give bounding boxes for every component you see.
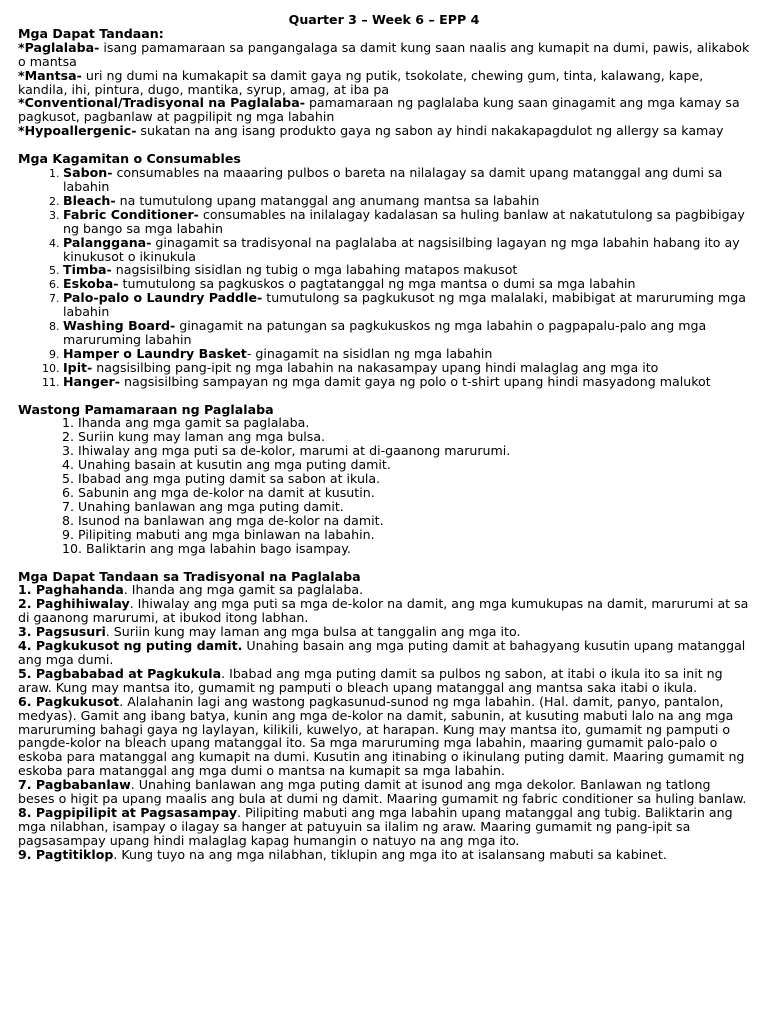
kagamitan-section: [18, 152, 750, 388]
washing-step: 6. Sabunin ang mga de-kolor na damit at kusutin.: [62, 485, 375, 500]
step-text: . Kung tuyo na ang mga nilabhan, tiklupin ang mga ito at isalansang mabuti sa kabinet.: [113, 846, 667, 862]
consumable-term: Palanggana-: [63, 234, 152, 250]
definition-paglalaba: [18, 41, 750, 69]
consumable-item: [63, 319, 750, 347]
washing-step: 3. Ihiwalay ang mga puti sa de-kolor, marumi at di-gaanong marurumi.: [62, 443, 511, 459]
tradisyonal-step: [18, 695, 750, 778]
tradisyonal-step: [18, 848, 750, 862]
consumable-term: Bleach-: [63, 192, 116, 208]
step-title: 5. Pagbababad at Pagkukula: [18, 665, 222, 681]
definition-term: *Paglalaba-: [18, 39, 100, 55]
step-title: 3. Pagsusuri: [18, 624, 106, 640]
tradisyonal-step: [18, 597, 750, 625]
tradisyonal-step: [18, 778, 750, 806]
kagamitan-heading: Mga Kagamitan o Consumables: [18, 151, 241, 167]
definition-text: sukatan na ang isang produkto gaya ng sabon ay hindi nakakapagdulot ng allergy sa kamay: [136, 123, 724, 139]
step-title: 2. Paghihiwalay: [18, 596, 130, 612]
consumable-text: na tumutulong upang matanggal ang anumang mantsa sa labahin: [115, 192, 540, 208]
consumable-term: Hamper o Laundry Basket: [63, 345, 247, 361]
consumable-text: nagsisilbing pang-ipit ng mga labahin na nakasampay upang hindi malaglag ang mga ito: [92, 359, 659, 375]
step-text: . Ihanda ang mga gamit sa paglalaba.: [123, 582, 364, 598]
tandaan-section: [18, 27, 750, 138]
tradisyonal-heading: Mga Dapat Tandaan sa Tradisyonal na Paglalaba: [18, 568, 361, 584]
tradisyonal-step: [18, 625, 750, 639]
section-spacer: [18, 389, 750, 403]
washing-step: 9. Pilipiting mabuti ang mga binlawan na labahin.: [62, 526, 375, 542]
step-text: . Unahing banlawan ang mga puting damit at isunod ang mga dekolor. Banlawan ng tatlong beses o higit pa upang maalis ang bula at dumi ng damit. Maaring gumamit ng fabric conditioner sa huling banlaw.: [18, 777, 747, 807]
washing-step: 7. Unahing banlawan ang mga puting damit.: [62, 498, 344, 514]
step-text: . Ihiwalay ang mga puti sa mga de-kolor na damit, ang mga kumukupas na damit, marurumi at sa di gaanong marurumi, at ibukod itong labhan.: [18, 596, 749, 626]
consumable-text: consumables na maaaring pulbos o bareta na nilalagay sa damit upang matanggal ang dumi sa labahin: [63, 165, 723, 194]
washing-step: 8. Isunod na banlawan ang mga de-kolor na damit.: [62, 512, 384, 528]
consumable-text: ginagamit na patungan sa pagkukuskos ng mga labahin o pagpapalu-palo ang mga maruruming labahin: [63, 318, 707, 347]
document-title: Quarter 3 – Week 6 – EPP 4: [288, 12, 480, 27]
definition-mantsa: [18, 69, 750, 97]
washing-step: 2. Suriin kung may laman ang mga bulsa.: [62, 429, 326, 445]
wastong-heading: Wastong Pamamaraan ng Paglalaba: [18, 401, 274, 417]
washing-step: 5. Ibabad ang mga puting damit sa sabon at ikula.: [62, 471, 381, 487]
definition-term: *Mantsa-: [18, 67, 82, 83]
consumable-item: [63, 361, 750, 375]
step-title: 4. Pagkukusot ng puting damit.: [18, 638, 243, 654]
tradisyonal-section: [18, 570, 750, 862]
consumable-term: Palo-palo o Laundry Paddle-: [63, 290, 263, 306]
tandaan-heading: Mga Dapat Tandaan:: [18, 25, 164, 41]
tradisyonal-step: [18, 583, 750, 597]
definition-tradisyonal-na-paglalaba: [18, 96, 750, 124]
definition-text: isang pamamaraan sa pangangalaga sa damit kung saan naalis ang kumapit na dumi, pawis, alikabok o mantsa: [18, 39, 750, 69]
step-text: . Alalahanin lagi ang wastong pagkasunud-sunod ng mga labahin. (Hal. damit, panyo, pantalon, medyas). Gamit ang ibang batya, kunin ang mga de-kolor na damit, sabunin, at kusuting mabuti lalo na ang mga maruruming bahagi gaya ng laylayan, kilikili, kuwelyo, at harapan. Kung may mantsa ito, gumamit ng pamputi o pangde-kolor na bleach upang matanggal ito. Sa mga maruruming mga labahin, maaring gumamit palo-palo o eskoba para matanggal ang kumapit na dumi. Kusutin ang itinabing o ikinulang puting damit. Maaring gumamit ng eskoba para matanggal ang mga dumi o mantsa na kumapit sa mga labahin.: [18, 693, 745, 779]
step-title: 7. Pagbabanlaw: [18, 777, 131, 793]
step-text: . Suriin kung may laman ang mga bulsa at tanggalin ang mga ito.: [105, 624, 521, 640]
tradisyonal-step: [18, 667, 750, 695]
consumable-text: tumutulong sa pagkukusot ng mga malalaki, mabibigat at maruruming mga labahin: [63, 290, 747, 320]
consumable-term: Timba-: [63, 262, 112, 278]
step-text: . Ibabad ang mga puting damit sa pulbos ng sabon, at itabi o ikula ito sa init ng araw. Kung may mantsa ito, gumamit ng pamputi o bleach upang matanggal ang mantsa saka itabi o ikula.: [18, 665, 723, 695]
consumable-item: [63, 194, 750, 208]
step-title: 9. Pagtitiklop: [18, 846, 114, 862]
definition-text: uri ng dumi na kumakapit sa damit gaya ng putik, tsokolate, chewing gum, tinta, kalawang, kape, kandila, ihi, pintura, dugo, mantika, syrup, amag, at iba pa: [18, 67, 704, 97]
section-spacer: [18, 556, 750, 570]
consumable-term: Hanger-: [63, 373, 120, 389]
consumable-term: Sabon-: [63, 165, 113, 181]
consumable-item: [63, 208, 750, 236]
definition-hypoallergenic: [18, 124, 750, 138]
consumable-item: [63, 291, 750, 319]
consumable-text: nagsisilbing sisidlan ng tubig o mga labahing matapos makusot: [111, 262, 518, 278]
consumable-item: [63, 236, 750, 264]
consumables-list: [18, 166, 750, 389]
definition-term: *Conventional/Tradisyonal na Paglalaba-: [18, 95, 305, 111]
tradisyonal-step: [18, 639, 750, 667]
consumable-item: [63, 277, 750, 291]
consumable-item: [63, 166, 750, 194]
step-text: . Pilipiting mabuti ang mga labahin upang matanggal ang tubig. Baliktarin ang mga nilabhan, isampay o ilagay sa hanger at patuyuin sa ilalim ng araw. Maaring gumamit ng pang-ipit sa pagsasampay upang hindi malaglag kapag humangin o natuyo na ang mga ito.: [18, 804, 733, 848]
consumable-text: tumutulong sa pagkuskos o pagtatanggal ng mga mantsa o dumi sa mga labahin: [118, 276, 636, 292]
definition-text: pamamaraan ng paglalaba kung saan ginagamit ang mga kamay sa pagkusot, pagbanlaw at pagpilipit ng mga labahin: [18, 95, 740, 125]
consumable-text: ginagamit sa tradisyonal na paglalaba at nagsisilbing lagayan ng mga labahin habang ito ay kinukusot o ikinukula: [63, 234, 740, 264]
consumable-text: - ginagamit na sisidlan ng mga labahin: [246, 345, 493, 361]
section-spacer: [18, 138, 750, 152]
step-title: 6. Pagkukusot: [18, 693, 120, 709]
washing-step: 4. Unahing basain at kusutin ang mga puting damit.: [62, 457, 391, 473]
consumable-term: Fabric Conditioner-: [63, 206, 199, 222]
step-title: 1. Paghahanda: [18, 582, 124, 598]
consumable-text: nagsisilbing sampayan ng mga damit gaya ng polo o t-shirt upang hindi masyadong malukot: [120, 373, 711, 389]
consumable-item: [63, 263, 750, 277]
tradisyonal-step: [18, 806, 750, 848]
definition-term: *Hypoallergenic-: [18, 123, 137, 139]
consumable-text: consumables na inilalagay kadalasan sa huling banlaw at nakatutulong sa pagbibigay ng bango sa mga labahin: [63, 206, 745, 236]
consumable-term: Ipit-: [63, 359, 93, 375]
consumable-term: Washing Board-: [63, 318, 176, 334]
consumable-term: Eskoba-: [63, 276, 119, 292]
step-title: 8. Pagpipilipit at Pagsasampay: [18, 804, 238, 820]
wastong-section: [18, 403, 750, 556]
washing-steps-list: [18, 416, 750, 555]
consumable-item: [63, 375, 750, 389]
washing-step: 1. Ihanda ang mga gamit sa paglalaba.: [62, 415, 310, 431]
step-text: Unahing basain ang mga puting damit at bahagyang kusutin upang matanggal ang mga dumi.: [18, 638, 746, 667]
consumable-item: [63, 347, 750, 361]
washing-step: 10. Baliktarin ang mga labahin bago isampay.: [62, 540, 351, 556]
